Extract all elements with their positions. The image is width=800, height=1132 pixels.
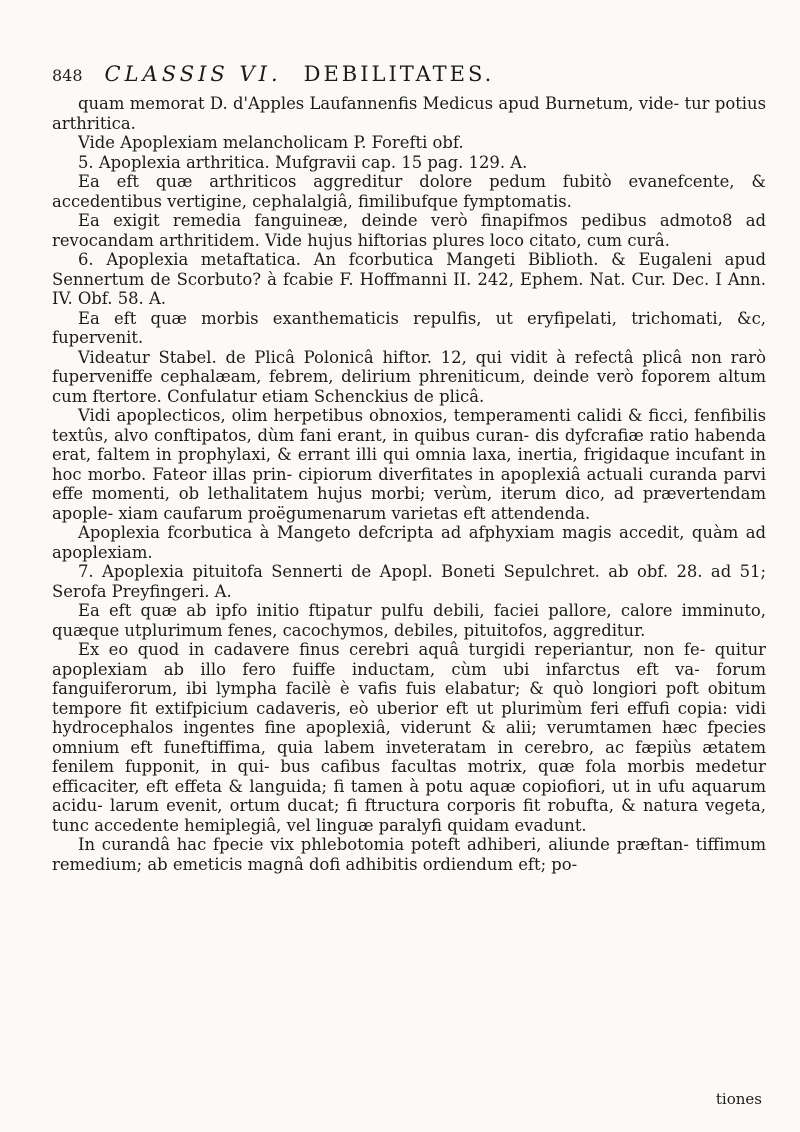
paragraph: Vidi apoplecticos, olim herpetibus obnoxios, temperamenti calidi & ficci, fenfibilis textûs, alvo conftipatos, dùm fani erant, in quibus curan- dis dyfcrafiæ ratio habenda erat, faltem in prophylaxi, & errant illi qui omnia laxa, inertia, frigidaque incufant in hoc morbo. Fateor illas prin- cipiorum diverfitates in apoplexiâ actuali curanda parvi effe momenti, ob lethalitatem hujus morbi; verùm, iterum dico, ad prævertendam apople- xiam caufarum proëgumenarum varietas eft attendenda. [52, 406, 766, 523]
paragraph: 6. Apoplexia metaftatica. An fcorbutica Mangeti Biblioth. & Eugaleni apud Sennertum de Scorbuto? à fcabie F. Hoffmanni II. 242, Ephem. Nat. Cur. Dec. I Ann. IV. Obf. 58. A. [52, 250, 766, 308]
paragraph: 5. Apoplexia arthritica. Mufgravii cap. 15 pag. 129. A. [78, 152, 528, 172]
paragraph: Videatur Stabel. de Plicâ Polonicâ hiftor. 12, qui vidit à refectâ plicâ non rarò fuperveniffe cephalæam, febrem, delirium phreniticum, deinde verò foporem altum cum ftertore. Confulatur etiam Schenckius de plicâ. [52, 347, 766, 406]
paragraph: Apoplexia fcorbutica à Mangeto defcripta ad afphyxiam magis accedit, quàm ad apoplexiam. [52, 523, 766, 562]
running-title: DEBILITATES. [303, 62, 495, 86]
paragraph: Ea eft quæ arthriticos aggreditur dolore pedum fubitò evanefcente, & accedentibus vertigine, cephalalgiâ, fimilibufque fymptomatis. [52, 172, 766, 211]
paragraph: Ea eft quæ ab ipfo initio ftipatur pulfu debili, faciei pallore, calore imminuto, quæque utplurimum fenes, cacochymos, debiles, pituitofos, aggreditur. [52, 601, 766, 640]
paragraph: Ex eo quod in cadavere finus cerebri aquâ turgidi reperiantur, non fe- quitur apoplexiam ab illo fero fuiffe inductam, cùm ubi infarctus eft va- forum fanguiferorum, ibi lympha facilè è vafis fuis elabatur; & quò longiori poft obitum tempore fit extifpicium cadaveris, eò uberior eft ut plurimùm feri effufi copia: vidi hydrocephalos ingentes fine apoplexiâ, viderunt & alii; verumtamen hæc fpecies omnium eft funeftiffima, quia labem inveteratam in cerebro, ac fæpiùs ætatem fenilem fupponit, in qui- bus cafibus facultas motrix, quæ fola morbis medetur efficaciter, eft effeta & languida; fi tamen à potu aquæ copiofiori, ut in ufu aquarum acidu- larum evenit, ortum ducat; fi ftructura corporis fit robufta, & natura vegeta, tunc accedente hemiplegiâ, vel linguæ paralyfi quidam evadunt. [52, 640, 766, 835]
page-number: 848 [52, 66, 83, 85]
body-text [52, 94, 766, 874]
running-header [52, 62, 766, 86]
paragraph: 7. Apoplexia pituitofa Sennerti de Apopl. Boneti Sepulchret. ab obf. 28. ad 51; Serofa Preyfingeri. A. [52, 562, 766, 601]
paragraph: Vide Apoplexiam melancholicam P. Forefti obf. [78, 133, 464, 152]
catchword: tiones [715, 1090, 762, 1108]
paragraph: Ea eft quæ morbis exanthematicis repulfis, ut eryfipelati, trichomati, &c, fupervenit. [52, 308, 766, 347]
paragraph: In curandâ hac fpecie vix phlebotomia poteft adhiberi, aliunde præftan- tiffimum remedium; ab emeticis magnâ dofi adhibitis ordiendum eft; po- [52, 835, 766, 874]
paragraph: Ea exigit remedia fanguineæ, deinde verò finapifmos pedibus admoto8 ad revocandam arthritidem. Vide hujus hiftorias plures loco citato, cum curâ. [52, 211, 766, 250]
class-title: CLASSIS VI. [104, 62, 282, 86]
paragraph: quam memorat D. d'Apples Laufannenfis Medicus apud Burnetum, vide- tur potius arthritica. [52, 94, 766, 133]
